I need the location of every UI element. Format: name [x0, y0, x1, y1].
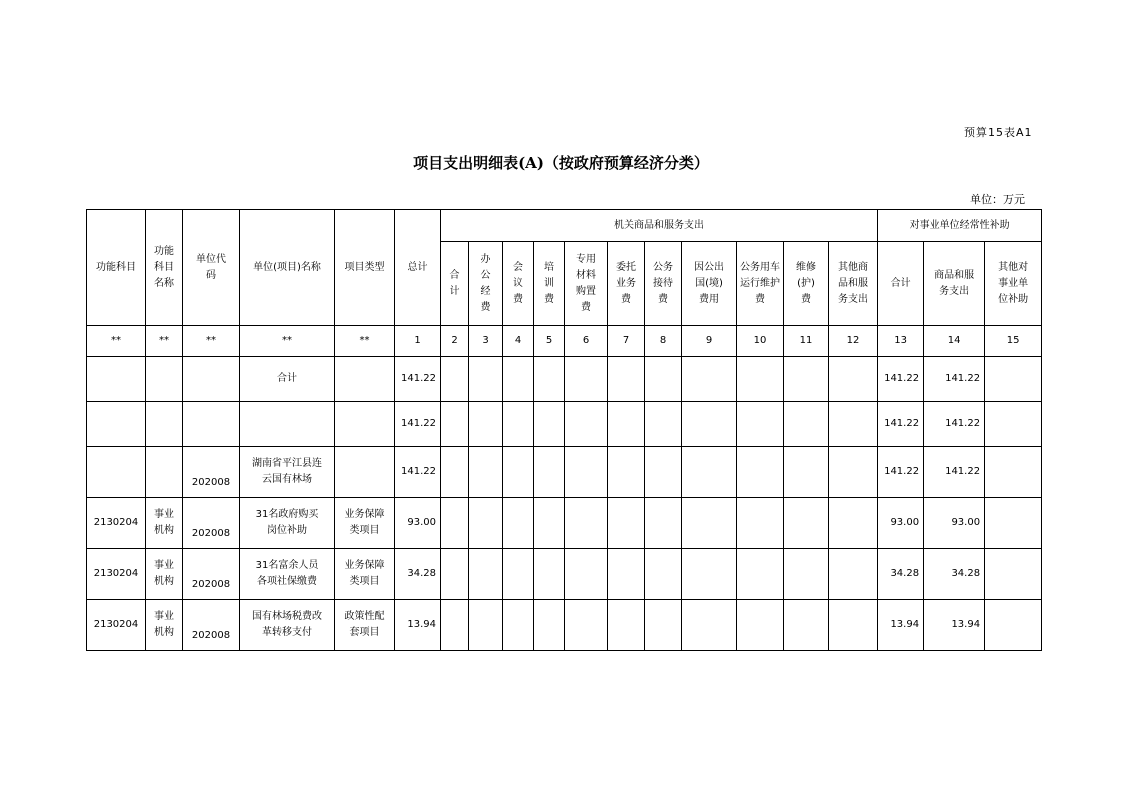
subheader-label: 会议费 — [513, 261, 523, 305]
unit-label: 单位：万元 — [970, 193, 1025, 206]
subsidy-total-cell: 93.00 — [878, 498, 924, 549]
office-goods-cell — [784, 498, 829, 549]
project-type-cell — [335, 600, 395, 651]
office-goods-cell — [682, 447, 737, 498]
office-goods-cell — [829, 498, 878, 549]
office-goods-cell — [441, 447, 469, 498]
subsidy-total-cell: 141.22 — [878, 447, 924, 498]
subheader-cell — [682, 242, 737, 326]
column-number-cell: 13 — [878, 326, 924, 357]
office-goods-cell — [469, 498, 503, 549]
subheader-cell — [565, 242, 608, 326]
office-goods-cell — [682, 402, 737, 447]
office-goods-cell — [608, 402, 645, 447]
office-goods-cell — [565, 600, 608, 651]
subheader-cell — [534, 242, 565, 326]
header-unit-code: 单位代码 — [183, 210, 240, 326]
subsidy-other-cell — [985, 402, 1042, 447]
project-type-cell — [335, 498, 395, 549]
column-number-cell: 6 — [565, 326, 608, 357]
table-row — [87, 357, 1042, 402]
office-goods-cell — [737, 600, 784, 651]
office-goods-cell — [784, 447, 829, 498]
unit-code-cell: 202008 — [183, 600, 240, 651]
budget-table — [86, 209, 1042, 651]
office-goods-cell — [784, 402, 829, 447]
project-type-cell — [335, 447, 395, 498]
office-goods-cell — [565, 447, 608, 498]
func-code-cell — [87, 447, 146, 498]
project-type-cell-text: 政策性配套项目 — [344, 611, 385, 638]
office-goods-cell — [682, 498, 737, 549]
office-goods-cell — [682, 549, 737, 600]
office-goods-cell — [645, 357, 682, 402]
office-goods-cell — [829, 600, 878, 651]
column-number-cell: ** — [240, 326, 335, 357]
unit-name-cell — [240, 549, 335, 600]
subsidy-other-cell — [985, 447, 1042, 498]
office-goods-cell — [645, 600, 682, 651]
unit-name-cell-text: 31名政府购买岗位补助 — [255, 509, 319, 536]
column-number-cell: 4 — [503, 326, 534, 357]
subheader-label: 因公出国(境)费用 — [694, 261, 724, 305]
unit-name-cell — [240, 402, 335, 447]
func-name-cell-text: 事业机构 — [154, 560, 174, 587]
subheader-cell — [503, 242, 534, 326]
func-code-cell: 2130204 — [87, 498, 146, 549]
project-type-cell — [335, 357, 395, 402]
office-goods-cell — [534, 549, 565, 600]
unit-code-cell: 202008 — [183, 447, 240, 498]
func-name-cell — [146, 402, 183, 447]
column-number-cell: 8 — [645, 326, 682, 357]
office-goods-cell — [503, 549, 534, 600]
unit-name-cell-text: 31名富余人员各项社保缴费 — [255, 560, 319, 587]
subsidy-goods-cell: 93.00 — [924, 498, 985, 549]
office-goods-cell — [534, 498, 565, 549]
table-row — [87, 498, 1042, 549]
subheader-label: 公务用车运行维护费 — [740, 261, 780, 305]
office-goods-cell — [441, 357, 469, 402]
office-goods-cell — [784, 600, 829, 651]
subheader-label: 专用材料购置费 — [576, 253, 596, 313]
office-goods-cell — [784, 549, 829, 600]
office-goods-cell — [441, 498, 469, 549]
subheader-cell — [878, 242, 924, 326]
subheader-label: 商品和服务支出 — [934, 269, 975, 297]
project-type-cell-text: 业务保障类项目 — [344, 560, 385, 587]
header-total: 总计 — [395, 210, 441, 326]
column-number-cell: ** — [146, 326, 183, 357]
table-row — [87, 600, 1042, 651]
office-goods-cell — [441, 549, 469, 600]
page-title: 项目支出明细表(A)（按政府预算经济分类） — [413, 154, 709, 172]
office-goods-cell — [737, 357, 784, 402]
total-cell: 34.28 — [395, 549, 441, 600]
subheader-label: 委托业务费 — [616, 261, 636, 305]
header-group-office-goods: 机关商品和服务支出 — [441, 210, 878, 242]
office-goods-cell — [565, 402, 608, 447]
office-goods-cell — [503, 357, 534, 402]
office-goods-cell — [608, 357, 645, 402]
office-goods-cell — [441, 600, 469, 651]
office-goods-cell — [784, 357, 829, 402]
subsidy-total-cell: 141.22 — [878, 402, 924, 447]
total-cell: 141.22 — [395, 447, 441, 498]
column-number-cell: 14 — [924, 326, 985, 357]
header-unit-name: 单位(项目)名称 — [240, 210, 335, 326]
table-row — [87, 549, 1042, 600]
office-goods-cell — [469, 357, 503, 402]
subsidy-other-cell — [985, 600, 1042, 651]
office-goods-cell — [503, 402, 534, 447]
office-goods-cell — [682, 357, 737, 402]
office-goods-cell — [737, 549, 784, 600]
office-goods-cell — [534, 447, 565, 498]
subheader-cell — [441, 242, 469, 326]
unit-name-cell — [240, 357, 335, 402]
office-goods-cell — [829, 447, 878, 498]
total-cell: 141.22 — [395, 402, 441, 447]
office-goods-cell — [608, 600, 645, 651]
subheader-label: 合计 — [449, 269, 460, 297]
subheader-cell — [924, 242, 985, 326]
subheader-label: 合计 — [890, 277, 911, 289]
func-name-cell-text: 事业机构 — [154, 611, 174, 638]
subheader-cell — [985, 242, 1042, 326]
column-number-cell: ** — [183, 326, 240, 357]
header-func-subject-name: 功能科目名称 — [146, 210, 183, 326]
office-goods-cell — [441, 402, 469, 447]
func-name-cell — [146, 447, 183, 498]
total-cell: 13.94 — [395, 600, 441, 651]
subsidy-other-cell — [985, 549, 1042, 600]
office-goods-cell — [534, 600, 565, 651]
column-number-cell: 11 — [784, 326, 829, 357]
subsidy-total-cell: 13.94 — [878, 600, 924, 651]
unit-code-cell: 202008 — [183, 498, 240, 549]
header-project-type: 项目类型 — [335, 210, 395, 326]
unit-name-cell — [240, 498, 335, 549]
func-name-cell — [146, 600, 183, 651]
office-goods-cell — [469, 402, 503, 447]
total-cell: 141.22 — [395, 357, 441, 402]
project-type-cell — [335, 549, 395, 600]
subsidy-other-cell — [985, 498, 1042, 549]
subheader-label: 办公经费 — [480, 253, 491, 313]
office-goods-cell — [469, 549, 503, 600]
unit-name-cell-text: 湖南省平江县连云国有林场 — [252, 458, 322, 485]
subheader-cell — [784, 242, 829, 326]
subheader-label: 公务接待费 — [653, 261, 673, 305]
unit-name-cell-text: 合计 — [277, 373, 297, 384]
office-goods-cell — [565, 549, 608, 600]
subsidy-goods-cell: 141.22 — [924, 357, 985, 402]
project-type-cell — [335, 402, 395, 447]
office-goods-cell — [829, 402, 878, 447]
office-goods-cell — [645, 447, 682, 498]
subheader-label: 培训费 — [544, 261, 554, 305]
column-number-cell: 1 — [395, 326, 441, 357]
header-func-subject: 功能科目 — [87, 210, 146, 326]
table-row — [87, 402, 1042, 447]
office-goods-cell — [534, 357, 565, 402]
subheader-cell — [608, 242, 645, 326]
subheader-cell — [829, 242, 878, 326]
unit-code-cell — [183, 357, 240, 402]
office-goods-cell — [469, 600, 503, 651]
project-type-cell-text: 业务保障类项目 — [344, 509, 385, 536]
header-group-subsidy: 对事业单位经常性补助 — [878, 210, 1042, 242]
subsidy-total-cell: 34.28 — [878, 549, 924, 600]
unit-name-cell — [240, 447, 335, 498]
office-goods-cell — [608, 549, 645, 600]
office-goods-cell — [469, 447, 503, 498]
subsidy-goods-cell: 141.22 — [924, 447, 985, 498]
subheader-cell — [469, 242, 503, 326]
table-row — [87, 447, 1042, 498]
office-goods-cell — [608, 498, 645, 549]
office-goods-cell — [645, 498, 682, 549]
office-goods-cell — [737, 402, 784, 447]
office-goods-cell — [737, 498, 784, 549]
column-number-cell: ** — [87, 326, 146, 357]
subheader-label: 其他商品和服务支出 — [838, 261, 869, 305]
office-goods-cell — [608, 447, 645, 498]
office-goods-cell — [645, 402, 682, 447]
office-goods-cell — [682, 600, 737, 651]
form-tag: 预算15表A1 — [964, 126, 1033, 139]
office-goods-cell — [503, 447, 534, 498]
subsidy-other-cell — [985, 357, 1042, 402]
func-code-cell: 2130204 — [87, 600, 146, 651]
office-goods-cell — [565, 498, 608, 549]
column-number-cell: 7 — [608, 326, 645, 357]
column-number-cell: 10 — [737, 326, 784, 357]
office-goods-cell — [829, 549, 878, 600]
column-number-cell: 9 — [682, 326, 737, 357]
office-goods-cell — [503, 600, 534, 651]
column-number-cell: ** — [335, 326, 395, 357]
subheader-label: 维修(护)费 — [796, 261, 816, 305]
subheader-label: 其他对事业单位补助 — [998, 261, 1029, 305]
subheader-cell — [645, 242, 682, 326]
func-code-cell: 2130204 — [87, 549, 146, 600]
func-code-cell — [87, 357, 146, 402]
subsidy-goods-cell: 13.94 — [924, 600, 985, 651]
unit-code-cell: 202008 — [183, 549, 240, 600]
subsidy-goods-cell: 34.28 — [924, 549, 985, 600]
column-number-cell: 5 — [534, 326, 565, 357]
func-name-cell-text: 事业机构 — [154, 509, 174, 536]
office-goods-cell — [737, 447, 784, 498]
office-goods-cell — [503, 498, 534, 549]
subheader-cell — [737, 242, 784, 326]
column-number-cell: 12 — [829, 326, 878, 357]
subsidy-goods-cell: 141.22 — [924, 402, 985, 447]
func-name-cell — [146, 357, 183, 402]
subsidy-total-cell: 141.22 — [878, 357, 924, 402]
unit-code-cell — [183, 402, 240, 447]
total-cell: 93.00 — [395, 498, 441, 549]
unit-name-cell — [240, 600, 335, 651]
column-number-cell: 2 — [441, 326, 469, 357]
office-goods-cell — [645, 549, 682, 600]
office-goods-cell — [565, 357, 608, 402]
func-name-cell — [146, 498, 183, 549]
office-goods-cell — [829, 357, 878, 402]
column-number-cell: 15 — [985, 326, 1042, 357]
unit-name-cell-text: 国有林场税费改革转移支付 — [252, 611, 322, 638]
office-goods-cell — [534, 402, 565, 447]
func-name-cell — [146, 549, 183, 600]
column-number-cell: 3 — [469, 326, 503, 357]
func-code-cell — [87, 402, 146, 447]
